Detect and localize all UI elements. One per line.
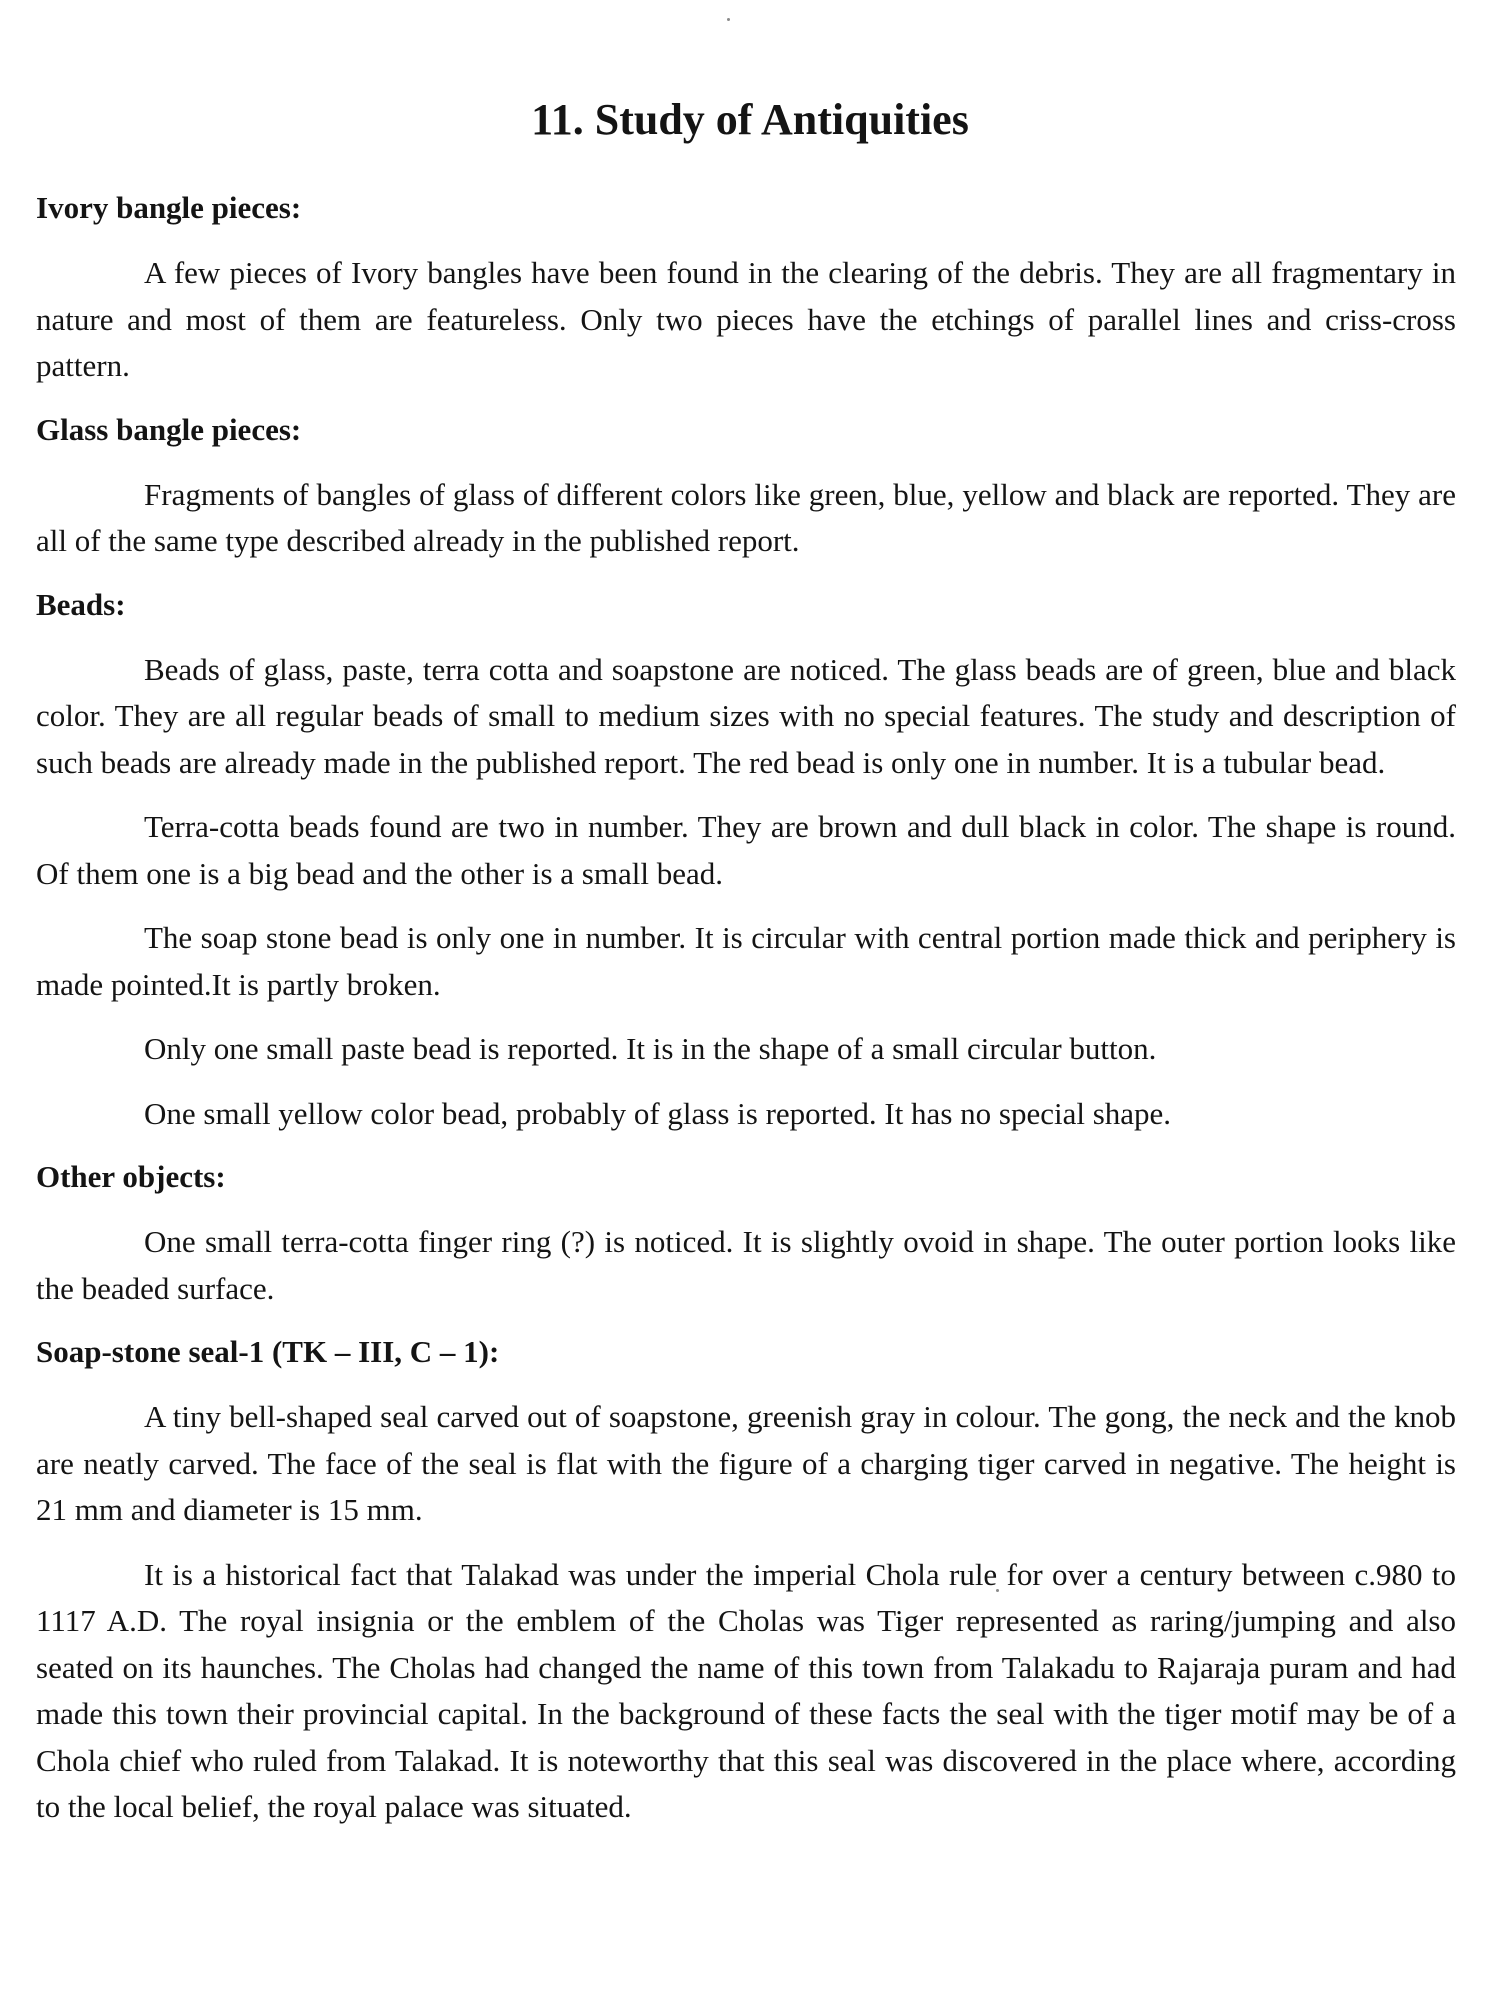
- paragraph: Fragments of bangles of glass of different colors like green, blue, yellow and black are reported. They are all of the same type described already in the published report.: [36, 476, 1456, 558]
- section-beads: [36, 583, 1456, 1138]
- section-heading: Soap-stone seal-1 (TK – III, C – 1):: [36, 1334, 500, 1369]
- paragraph: Beads of glass, paste, terra cotta and soapstone are noticed. The glass beads are of green, blue and black color. They are all regular beads of small to medium sizes with no special features. The study and description of such beads are already made in the published report. The red bead is only one in number. It is a tubular bead.: [36, 651, 1456, 780]
- paragraph: One small yellow color bead, probably of glass is reported. It has no special shape.: [144, 1095, 1172, 1131]
- paragraph: Terra-cotta beads found are two in number. They are brown and dull black in color. The shape is round. Of them one is a big bead and the other is a small bead.: [36, 809, 1456, 891]
- section-heading: Beads:: [36, 586, 126, 622]
- section-other-objects: [36, 1155, 1456, 1312]
- section-glass-bangle: [36, 408, 1456, 565]
- scan-speck: [727, 18, 730, 21]
- paragraph: One small terra-cotta finger ring (?) is noticed. It is slightly ovoid in shape. The outer portion looks like the beaded surface.: [36, 1224, 1456, 1306]
- section-soapstone-seal: [36, 1330, 1456, 1831]
- page-title: 11. Study of Antiquities: [531, 95, 969, 144]
- section-heading: Glass bangle pieces:: [36, 411, 302, 447]
- paragraph: Only one small paste bead is reported. It is in the shape of a small circular button.: [144, 1031, 1157, 1066]
- document-body: [36, 186, 1456, 1849]
- paragraph: A tiny bell-shaped seal carved out of soapstone, greenish gray in colour. The gong, the neck and the knob are neatly carved. The face of the seal is flat with the figure of a charging tiger carved in negative. The height is 21 mm and diameter is 15 mm.: [36, 1399, 1456, 1527]
- paragraph: It is a historical fact that Talakad was under the imperial Chola rule for over a century between c.980 to 1117 A.D. The royal insignia or the emblem of the Cholas was Tiger represented as raring/jumping and also seated on its haunches. The Cholas had changed the name of this town from Talakadu to Rajaraja puram and had made this town their provincial capital. In the background of these facts the seal with the tiger motif may be of a Chola chief who ruled from Talakad. It is noteworthy that this seal was discovered in the place where, according to the local belief, the royal palace was situated.: [36, 1556, 1456, 1824]
- section-heading: Ivory bangle pieces:: [36, 190, 302, 225]
- paragraph: The soap stone bead is only one in number. It is circular with central portion made thick and periphery is made pointed.It is partly broken.: [36, 920, 1456, 1002]
- paragraph: A few pieces of Ivory bangles have been found in the clearing of the debris. They are all fragmentary in nature and most of them are featureless. Only two pieces have the etchings of parallel lines and criss-cross pattern.: [36, 255, 1456, 383]
- section-heading: Other objects:: [36, 1159, 226, 1194]
- section-ivory-bangle: [36, 186, 1456, 390]
